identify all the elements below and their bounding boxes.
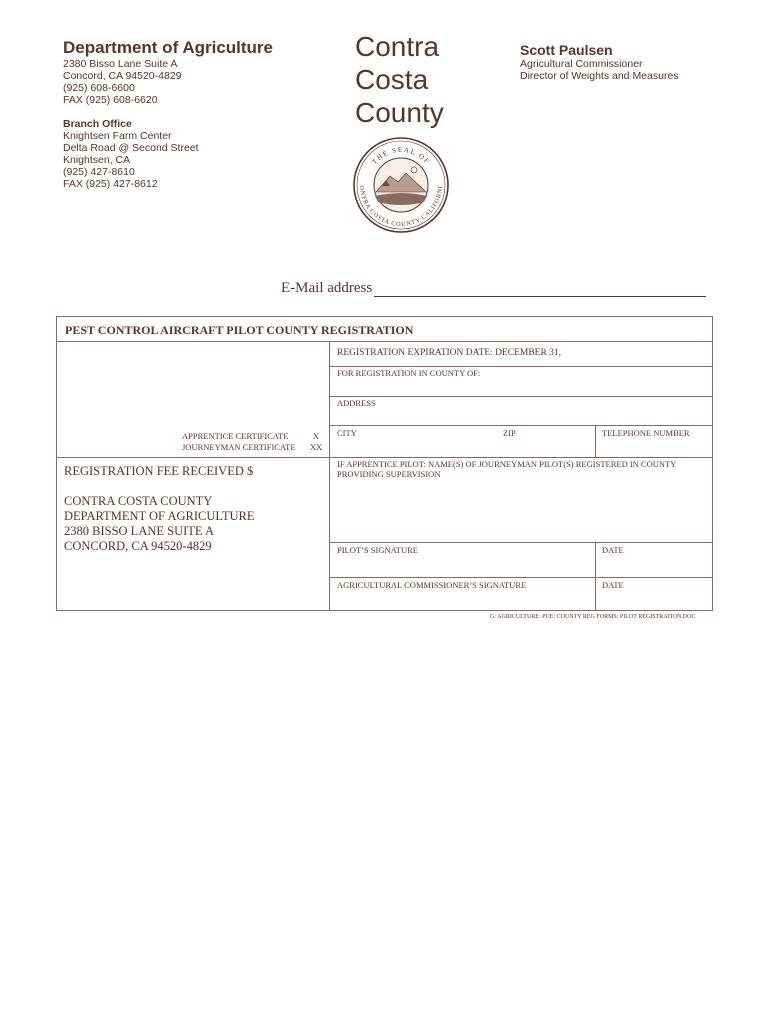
pilot-date-field[interactable]: DATE — [602, 545, 624, 555]
registration-form — [56, 316, 713, 611]
certificate-row — [182, 442, 323, 453]
form-divider — [595, 542, 596, 611]
branch-address-line: Knightsen Farm Center — [63, 130, 172, 142]
return-address-line: CONTRA COSTA COUNTY — [64, 494, 213, 508]
branch-fax: FAX (925) 427-8612 — [63, 178, 158, 190]
commissioner-title: Director of Weights and Measures — [520, 70, 679, 82]
apprentice-certificate-label: APPRENTICE CERTIFICATE — [182, 431, 289, 441]
branch-phone: (925) 427-8610 — [63, 166, 135, 178]
form-divider — [57, 341, 712, 342]
seal-top-text: THE SEAL OF — [370, 145, 432, 166]
commissioner-date-field[interactable]: DATE — [602, 580, 624, 590]
commissioner-signature-field[interactable]: AGRICULTURAL COMMISSIONER’S SIGNATURE — [337, 580, 527, 590]
form-divider — [329, 425, 712, 426]
return-address-line: 2380 BISSO LANE SUITE A — [64, 524, 215, 538]
form-title: PEST CONTROL AIRCRAFT PILOT COUNTY REGISTRATION — [65, 323, 414, 337]
telephone-field[interactable]: TELEPHONE NUMBER — [602, 428, 690, 438]
zip-field[interactable]: ZIP — [503, 428, 516, 438]
county-seal-icon — [352, 136, 450, 234]
commissioner-title: Agricultural Commissioner — [520, 58, 643, 70]
expiration-date-label: REGISTRATION EXPIRATION DATE: DECEMBER 31, — [337, 348, 562, 358]
seal-bottom-text: ONTRA COSTA COUNTY CALIFORNI — [357, 185, 445, 229]
journeyman-certificate-mark[interactable]: XX — [309, 442, 323, 452]
form-divider — [329, 542, 712, 543]
county-title-line: Contra — [355, 31, 440, 62]
department-address-line: Concord, CA 94520-4829 — [63, 70, 182, 82]
return-address-line: DEPARTMENT OF AGRICULTURE — [64, 509, 255, 523]
address-field[interactable]: ADDRESS — [337, 398, 376, 408]
form-divider — [329, 396, 712, 397]
department-block — [63, 38, 333, 190]
department-phone: (925) 608-6600 — [63, 82, 135, 94]
journeyman-certificate-label: JOURNEYMAN CERTIFICATE — [182, 442, 296, 452]
return-address — [64, 494, 255, 554]
form-divider — [595, 425, 596, 457]
email-field[interactable] — [374, 280, 706, 297]
email-row — [281, 279, 706, 297]
commissioner-block — [520, 42, 740, 82]
form-divider — [329, 577, 712, 578]
commissioner-name: Scott Paulsen — [520, 42, 613, 58]
department-title: Department of Agriculture — [63, 38, 274, 57]
apprentice-certificate-mark[interactable]: X — [312, 431, 320, 441]
county-field[interactable]: FOR REGISTRATION IN COUNTY OF: — [337, 368, 481, 378]
form-divider — [329, 341, 330, 611]
fee-received-label: REGISTRATION FEE RECEIVED $ — [64, 464, 254, 478]
branch-office-title: Branch Office — [63, 118, 132, 130]
certificate-list — [182, 431, 323, 453]
county-title — [355, 30, 475, 129]
branch-address-line: Delta Road @ Second Street — [63, 142, 199, 154]
county-title-line: Costa — [355, 64, 429, 95]
email-label: E-Mail address — [281, 280, 373, 296]
branch-address-line: Knightsen, CA — [63, 154, 131, 166]
department-fax: FAX (925) 608-6620 — [63, 94, 158, 106]
supervising-pilot-field[interactable]: IF APPRENTICE PILOT: NAME(S) OF JOURNEYMAN PILOT(S) REGISTERED IN COUNTY PROVIDING SUPERVISION — [337, 459, 677, 479]
document-path-footer: G: AGRICULTURE: PUE: COUNTY REG FORMS: PILOT REGISTRATION.DOC — [490, 614, 696, 620]
county-title-line: County — [355, 97, 444, 128]
form-divider — [57, 457, 712, 458]
pilot-signature-field[interactable]: PILOT’S SIGNATURE — [337, 545, 418, 555]
department-address-line: 2380 Bisso Lane Suite A — [63, 58, 178, 70]
return-address-line: CONCORD, CA 94520-4829 — [64, 539, 212, 553]
certificate-row — [182, 431, 323, 442]
city-field[interactable]: CITY — [337, 428, 357, 438]
form-divider — [329, 366, 712, 367]
